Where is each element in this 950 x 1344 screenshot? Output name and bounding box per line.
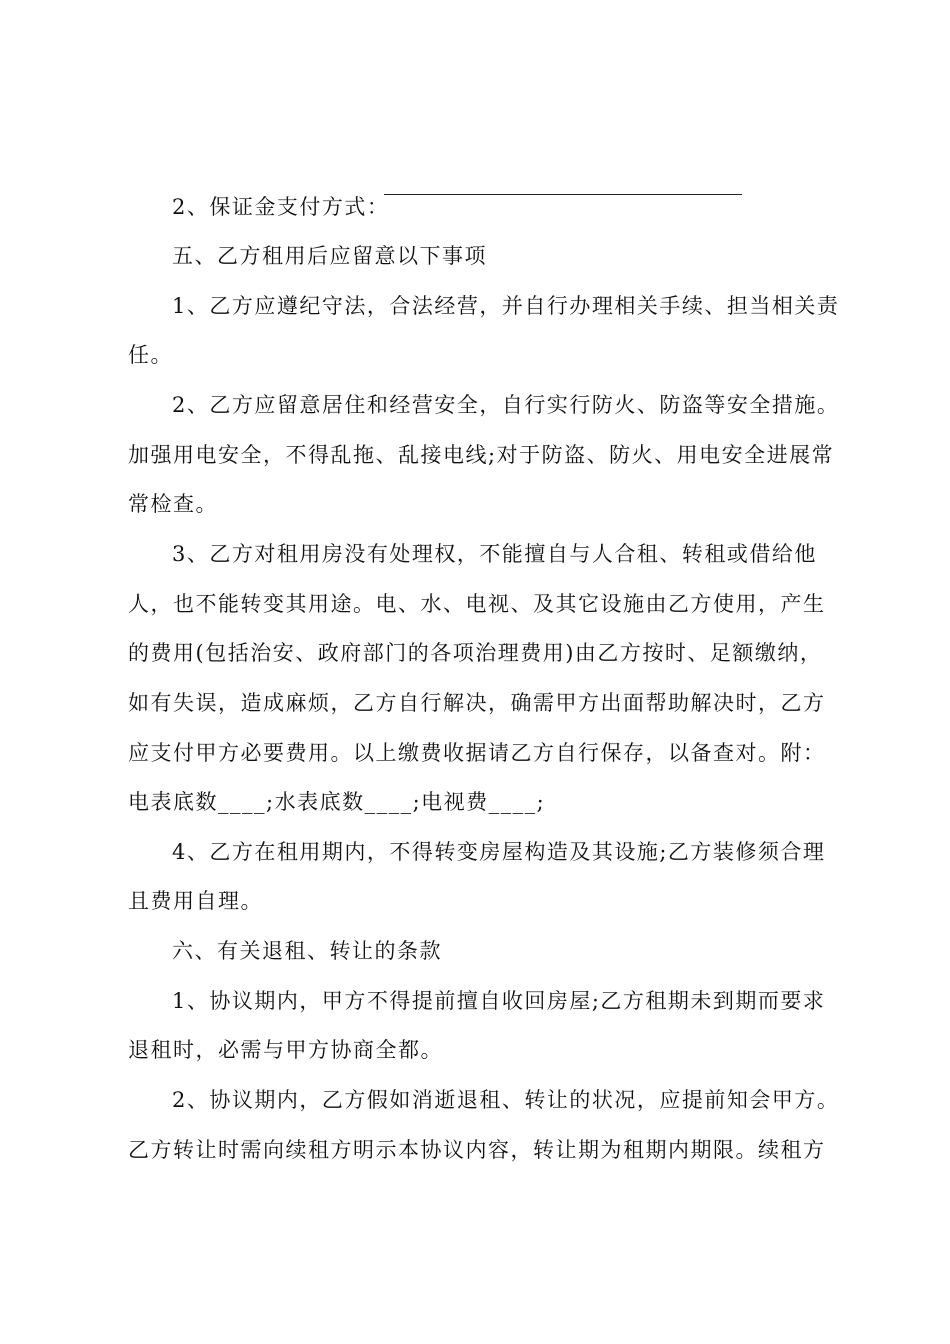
paragraph-line: 2、协议期内，乙方假如消逝退租、转让的状况，应提前知会甲方。 — [172, 1088, 840, 1112]
meter-readings-line: 电表底数____;水表底数____;电视费____; — [128, 790, 546, 814]
deposit-payment-blank — [384, 194, 742, 195]
paragraph-line: 如有失误，造成麻烦，乙方自行解决，确需甲方出面帮助解决时，乙方 — [128, 691, 826, 715]
paragraph-line: 人，也不能转变其用途。电、水、电视、及其它设施由乙方使用，产生 — [128, 592, 826, 616]
deposit-payment-line: 2、保证金支付方式： — [172, 195, 390, 219]
paragraph-line: 1、协议期内，甲方不得提前擅自收回房屋;乙方租期未到期而要求 — [172, 989, 826, 1013]
paragraph-line: 加强用电安全，不得乱拖、乱接电线;对于防盗、防火、用电安全进展常 — [128, 443, 835, 467]
section-six-heading: 六、有关退租、转让的条款 — [172, 939, 442, 963]
paragraph-line: 1、乙方应遵纪守法，合法经营，并自行办理相关手续、担当相关责 — [172, 294, 840, 318]
paragraph-line: 乙方转让时需向续租方明示本协议内容，转让期为租期内期限。续租方 — [128, 1138, 826, 1162]
paragraph-line: 常检查。 — [128, 492, 218, 516]
paragraph-line: 任。 — [128, 343, 173, 367]
paragraph-line: 4、乙方在租用期内，不得转变房屋构造及其设施;乙方装修须合理 — [172, 840, 826, 864]
section-five-heading: 五、乙方租用后应留意以下事项 — [172, 244, 487, 268]
paragraph-line: 应支付甲方必要费用。以上缴费收据请乙方自行保存，以备查对。附： — [128, 741, 826, 765]
paragraph-line: 2、乙方应留意居住和经营安全，自行实行防火、防盗等安全措施。 — [172, 393, 840, 417]
paragraph-line: 退租时，必需与甲方协商全都。 — [128, 1038, 443, 1062]
paragraph-line: 的费用(包括治安、政府部门的各项治理费用)由乙方按时、足额缴纳， — [128, 641, 823, 665]
paragraph-line: 3、乙方对租用房没有处理权，不能擅自与人合租、转租或借给他 — [172, 542, 817, 566]
paragraph-line: 且费用自理。 — [128, 889, 263, 913]
